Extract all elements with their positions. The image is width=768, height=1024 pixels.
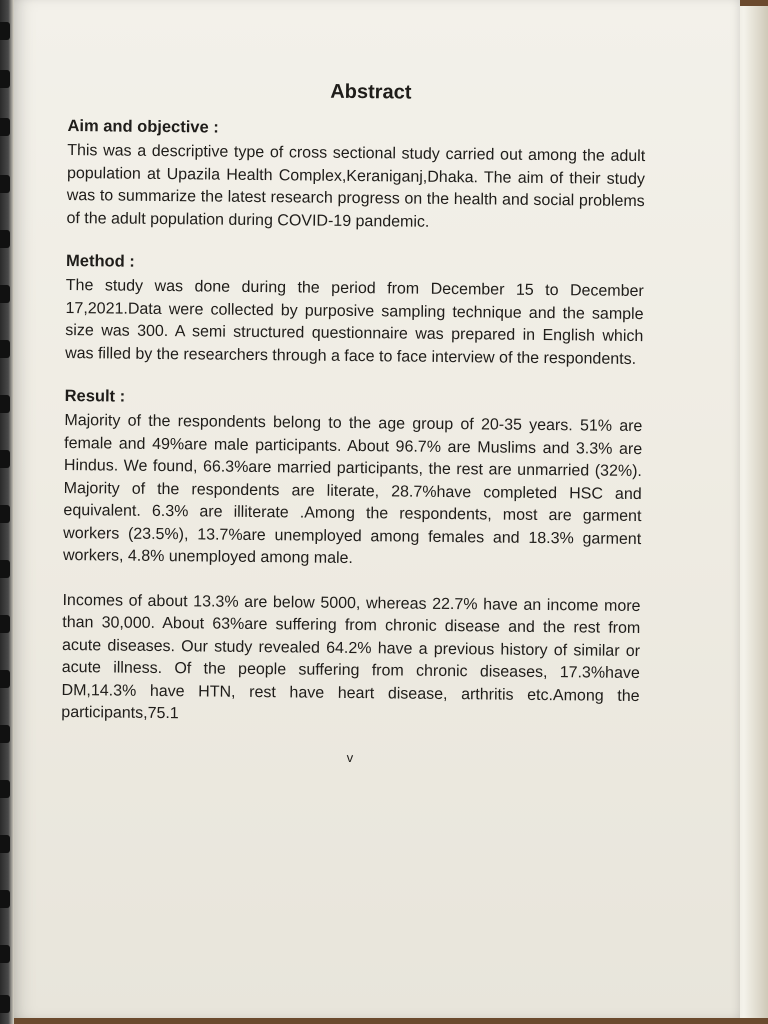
page-title: Abstract: [330, 80, 412, 104]
page-content: [61, 78, 646, 768]
aim-text: This was a descriptive type of cross sectional study carried out among the adult population at Upazila Health Complex,Keraniganj,Dhaka. The aim of their study was to summarize the latest research progress on the health and social problems of the adult population during COVID-19 pandemic.: [66, 141, 646, 231]
binder-ring: [0, 175, 10, 193]
binder-ring: [0, 450, 10, 468]
document-page: [8, 0, 740, 1018]
result-paragraph-2: Incomes of about 13.3% are below 5000, whereas 22.7% have an income more than 30,000. About 63%are suffering from chronic disease and the rest from acute diseases. Our study revealed 64.2% have a previous history of similar or acute illness. Of the people suffering from chronic diseases, 17.3%have DM,14.3% have HTN, rest have heart disease, arthritis etc.Among the participants,75.1: [61, 591, 641, 723]
binder-ring: [0, 995, 10, 1013]
binder-ring: [0, 945, 10, 963]
binder-ring: [0, 70, 10, 88]
binder-ring: [0, 560, 10, 578]
binder-ring: [0, 22, 10, 40]
page-number: v: [346, 749, 354, 765]
binder-spine: [0, 0, 14, 1024]
binder-ring: [0, 395, 10, 413]
method-text: The study was done during the period from December 15 to December 17,2021.Data were collected by purposive sampling technique and the sample size was 300. A semi structured questionnaire was prepared in English which was filled by the researchers through a face to face interview of the respondents.: [65, 276, 644, 368]
binder-ring: [0, 890, 10, 908]
binder-ring: [0, 835, 10, 853]
binder-ring: [0, 118, 10, 136]
binder-ring: [0, 780, 10, 798]
binder-ring: [0, 615, 10, 633]
binder-ring: [0, 670, 10, 688]
binder-ring: [0, 230, 10, 248]
binder-ring: [0, 505, 10, 523]
result-heading: Result :: [64, 386, 126, 406]
binder-ring: [0, 725, 10, 743]
result-paragraph-1: Majority of the respondents belong to the age group of 20-35 years. 51% are female and 49%are male participants. About 96.7% are Muslims and 3.3% are Hindus. We found, 66.3%are married participants, the rest are unmarried (32%). Majority of the respondents are literate, 28.7%have completed HSC and equivalent. 6.3% are illiterate .Among the respondents, most are garment workers (23.5%), 13.7%are unemployed among females and 18.3% garment workers, 4.8% unemployed among male.: [62, 411, 643, 568]
method-heading: Method :: [65, 251, 135, 271]
binder-ring: [0, 285, 10, 303]
binder-ring: [0, 340, 10, 358]
aim-heading: Aim and objective :: [67, 116, 219, 137]
